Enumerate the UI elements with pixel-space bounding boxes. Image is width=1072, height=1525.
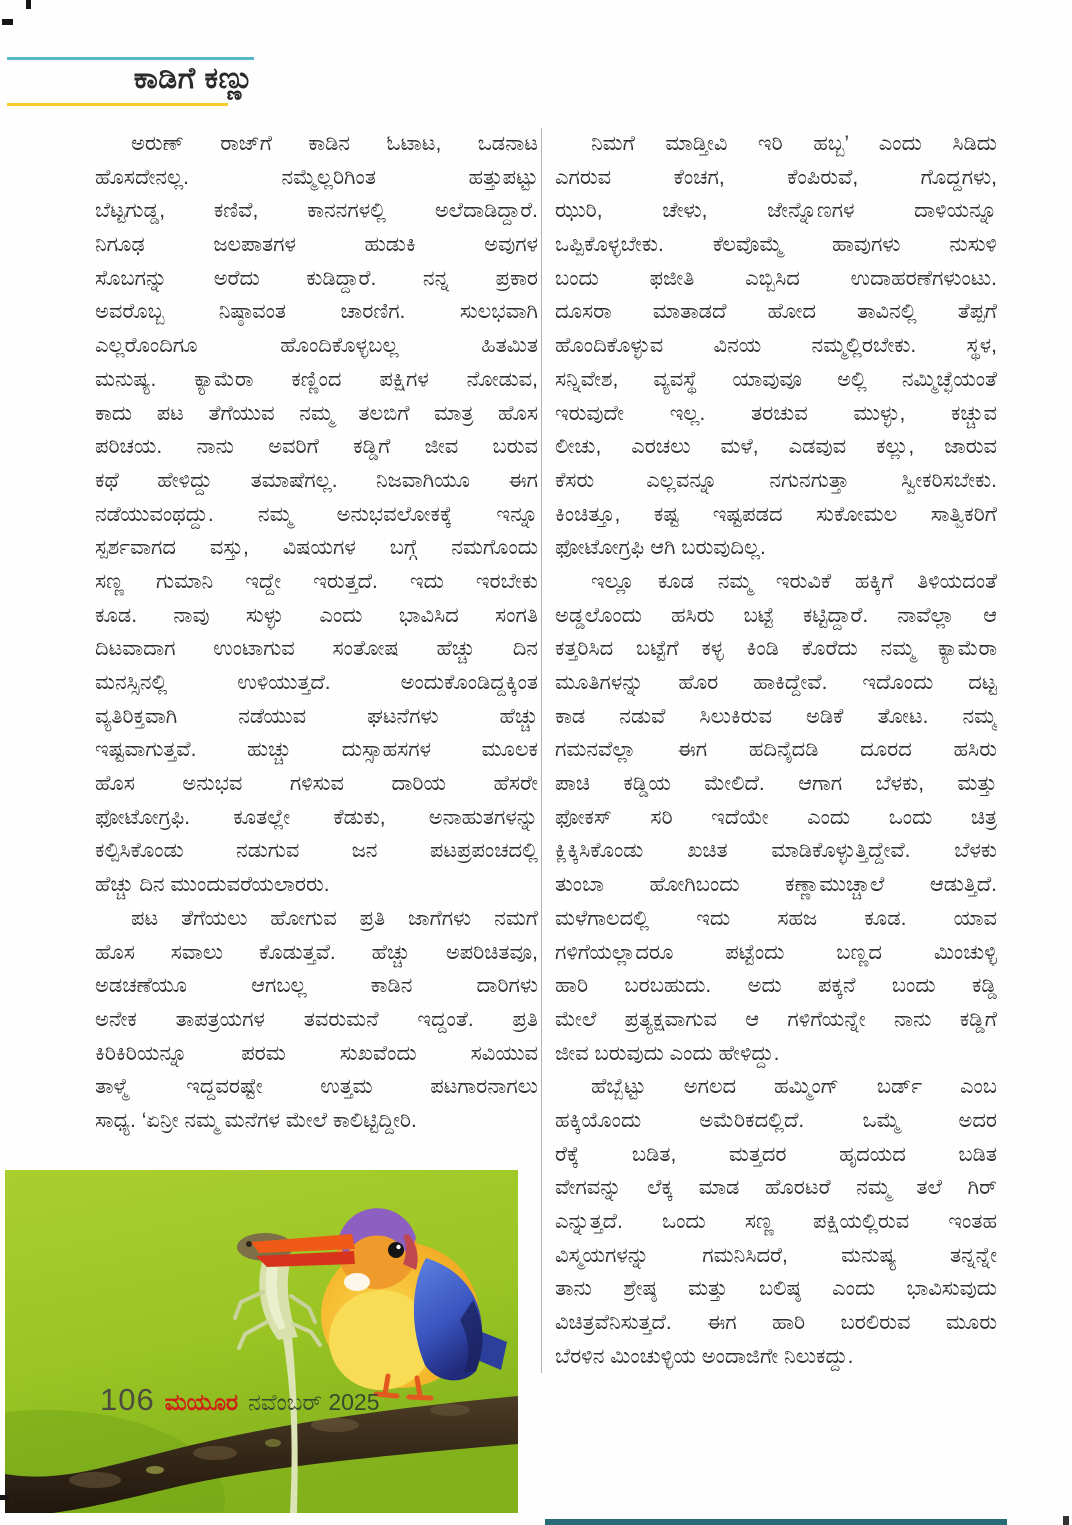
text-line: ಕೆಸರು ಎಲ್ಲವನ್ನೂ ನಗುನಗುತ್ತಾ ಸ್ವೀಕರಿಸಬೇಕು. [555, 468, 997, 492]
text-line: ಸೊಬಗನ್ನು ಅರೆದು ಕುಡಿದ್ದಾರೆ. ನನ್ನ ಪ್ರಕಾರ [95, 266, 538, 290]
text-line: ಹೊಸದೇನಲ್ಲ. ನಮ್ಮೆಲ್ಲರಿಗಿಂತ ಹತ್ತುಪಟ್ಟು [95, 165, 538, 189]
text-line: ಸಣ್ಣ ಗುಮಾನಿ ಇದ್ದೇ ಇರುತ್ತದೆ. ಇದು ಇರಬೇಕು [95, 569, 538, 593]
text-line: ಅನೇಕ ತಾಪತ್ರಯಗಳ ತವರುಮನೆ ಇದ್ದಂತೆ. ಪ್ರತಿ [95, 1007, 538, 1031]
text-line: ಸನ್ನಿವೇಶ, ವ್ಯವಸ್ಥೆ ಯಾವುವೂ ಅಲ್ಲಿ ನಮ್ಮಿಚ್ಛೆಯಂತೆ [555, 367, 997, 391]
text-line: ಕಾಡ ನಡುವೆ ಸಿಲುಕಿರುವ ಅಡಿಕೆ ತೋಟ. ನಮ್ಮ [555, 704, 997, 728]
text-line: ಪಾಚಿ ಕಡ್ಡಿಯ ಮೇಲಿದೆ. ಆಗಾಗ ಬೆಳಕು, ಮತ್ತು [555, 772, 997, 796]
text-line: ಗಮನವೆಲ್ಲಾ ಈಗ ಹದಿನೈದಡಿ ದೂರದ ಹಸಿರು [555, 738, 997, 762]
text-line: ತಾಳ್ಮೆ ಇದ್ದವರಷ್ಟೇ ಉತ್ತಮ ಪಟಗಾರನಾಗಲು [95, 1075, 538, 1099]
text-line: ಎನ್ನುತ್ತದೆ. ಒಂದು ಸಣ್ಣ ಪಕ್ಷಿಯಲ್ಲಿರುವ ಇಂತಹ [555, 1210, 997, 1233]
text-line: ಇಷ್ಟವಾಗುತ್ತವೆ. ಹುಚ್ಚು ದುಸ್ಸಾಹಸಗಳ ಮೂಲಕ [95, 738, 538, 762]
text-line: ಸ್ಪರ್ಶವಾಗದ ವಸ್ತು, ವಿಷಯಗಳ ಬಗ್ಗೆ ನಮಗೊಂದು [95, 536, 538, 560]
text-line: ರೆಕ್ಕೆ ಬಡಿತ, ಮತ್ತದರ ಹೃದಯದ ಬಡಿತ [555, 1142, 997, 1166]
text-line: ಕಲ್ಪಿಸಿಕೊಂಡು ನಡುಗುವ ಜನ ಪಟಪ್ರಪಂಚದಲ್ಲಿ [95, 839, 538, 863]
text-line: ನಡೆಯುವಂಥದ್ದು. ನಮ್ಮ ಅನುಭವಲೋಕಕ್ಕೆ ಇನ್ನೂ [95, 502, 538, 526]
text-line: ಹೆಬ್ಬೆಟ್ಟು ಅಗಲದ ಹಮ್ಮಿಂಗ್ ಬರ್ಡ್ ಎಂಬ [591, 1075, 997, 1099]
text-line: ನಿಗೂಢ ಜಲಪಾತಗಳ ಹುಡುಕಿ ಅವುಗಳ [95, 233, 538, 257]
text-line: ಇಲ್ಲೂ ಕೂಡ ನಮ್ಮ ಇರುವಿಕೆ ಹಕ್ಕಿಗೆ ತಿಳಿಯದಂತೆ [591, 569, 997, 593]
page-title: ಕಾಡಿಗೆ ಕಣ್ಣು [133, 62, 254, 95]
kingfisher-photo-illustration [5, 1170, 518, 1513]
print-mark [0, 1495, 9, 1500]
text-line: ಸಾಧ್ಯ. ‘ಏನ್ರೀ ನಮ್ಮ ಮನೆಗಳ ಮೇಲೆ ಕಾಲಿಟ್ಟಿದ್ದೀರಿ. [95, 1108, 417, 1132]
text-line: ಎಲ್ಲರೊಂದಿಗೂ ಹೊಂದಿಕೊಳ್ಳಬಲ್ಲ ಹಿತಮಿತ [95, 334, 538, 358]
text-line: ಫೋಟೋಗ್ರಫಿ ಆಗಿ ಬರುವುದಿಲ್ಲ. [555, 536, 766, 560]
text-line: ಹಾರಿ ಬರಬಹುದು. ಅದು ಪಕ್ಕನೆ ಬಂದು ಕಡ್ಡಿ [555, 974, 997, 998]
column-divider [541, 128, 542, 1373]
text-line: ಒಪ್ಪಿಕೊಳ್ಳಬೇಕು. ಕೆಲವೊಮ್ಮೆ ಹಾವುಗಳು ನುಸುಳಿ [555, 233, 997, 257]
text-line: ಹೊಸ ಸವಾಲು ಕೊಡುತ್ತವೆ. ಹೆಚ್ಚು ಅಪರಿಚಿತವೂ, [95, 940, 538, 964]
text-line: ಗಳಿಗೆಯಲ್ಲಾದರೂ ಪಟ್ಟೆಂದು ಬಣ್ಣದ ಮಿಂಚುಳ್ಳಿ [555, 940, 997, 964]
issue-date: ನವೆಂಬರ್ 2025 [248, 1389, 380, 1415]
text-line: ಹೆಚ್ಚು ದಿನ ಮುಂದುವರೆಯಲಾರರು. [95, 873, 330, 897]
text-line: ವಿಸ್ಮಯಗಳನ್ನು ಗಮನಿಸಿದರೆ, ಮನುಷ್ಯ ತನ್ನನ್ನೇ [555, 1243, 997, 1267]
text-line: ಲೀಚು, ಎರಚಲು ಮಳೆ, ಎಡವುವ ಕಲ್ಲು, ಜಾರುವ [555, 435, 997, 459]
text-line: ತಾನು ಶ್ರೇಷ್ಠ ಮತ್ತು ಬಲಿಷ್ಠ ಎಂದು ಭಾವಿಸುವುದು [555, 1277, 997, 1301]
text-line: ಮಳೆಗಾಲದಲ್ಲಿ ಇದು ಸಹಜ ಕೂಡ. ಯಾವ [555, 906, 997, 930]
text-line: ಫೋಕಸ್ ಸರಿ ಇದೆಯೇ ಎಂದು ಒಂದು ಚಿತ್ರ [555, 805, 997, 829]
text-line: ಇರುವುದೇ ಇಲ್ಲ. ತರಚುವ ಮುಳ್ಳು, ಕಚ್ಚುವ [555, 401, 997, 425]
text-line: ಬೆರಳಿನ ಮಿಂಚುಳ್ಳಿಯ ಅಂದಾಜಿಗೇ ನಿಲುಕದ್ದು. [555, 1344, 854, 1368]
text-line: ದಿಟವಾದಾಗ ಉಂಟಾಗುವ ಸಂತೋಷ ಹೆಚ್ಚು ದಿನ [95, 637, 538, 661]
text-line: ಅಡ್ಡಲೊಂದು ಹಸಿರು ಬಟ್ಟೆ ಕಟ್ಟಿದ್ದಾರೆ. ನಾವೆಲ್ಲಾ ಆ [555, 603, 997, 627]
text-line: ಹೊಸ ಅನುಭವ ಗಳಿಸುವ ದಾರಿಯ ಹೆಸರೇ [95, 772, 538, 796]
header-bottom-rule [7, 103, 228, 106]
text-line: ಝುರಿ, ಚೇಳು, ಜೇನ್ನೊಣಗಳ ದಾಳಿಯನ್ನೂ [555, 199, 997, 223]
text-line: ಅಡಚಣೆಯೂ ಆಗಬಲ್ಲ ಕಾಡಿನ ದಾರಿಗಳು [95, 974, 538, 998]
page-number: 106 [100, 1382, 155, 1417]
text-line: ಅವರೊಬ್ಬ ನಿಷ್ಠಾವಂತ ಚಾರಣಿಗ. ಸುಲಭವಾಗಿ [95, 300, 538, 324]
text-line: ಕಥೆ ಹೇಳಿದ್ದು ತಮಾಷೆಗಲ್ಲ. ನಿಜವಾಗಿಯೂ ಈಗ [95, 468, 538, 492]
text-line: ವಿಚಿತ್ರವೆನಿಸುತ್ತದೆ. ಈಗ ಹಾರಿ ಬರಲಿರುವ ಮೂರು [555, 1311, 997, 1335]
print-mark [26, 0, 31, 9]
text-line: ಪರಿಚಯ. ನಾನು ಅವರಿಗೆ ಕಡ್ಡಿಗೆ ಜೀವ ಬರುವ [95, 435, 538, 459]
text-line: ಬೆಟ್ಟಗುಡ್ಡ, ಕಣಿವೆ, ಕಾನನಗಳಲ್ಲಿ ಅಲೆದಾಡಿದ್ದಾರೆ. [95, 199, 538, 223]
text-line: ವೇಗವನ್ನು ಲೆಕ್ಕ ಮಾಡ ಹೊರಟರೆ ನಮ್ಮ ತಲೆ ಗಿರ್ [555, 1176, 997, 1200]
text-line: ಎಗರುವ ಕೆಂಚಗ, ಕೆಂಪಿರುವೆ, ಗೊದ್ದಗಳು, [555, 165, 997, 189]
text-line: ಮೇಲೆ ಪ್ರತ್ಯಕ್ಷವಾಗುವ ಆ ಗಳಿಗೆಯನ್ನೇ ನಾನು ಕಡ್ಡಿಗೆ [555, 1007, 997, 1031]
header-top-rule [7, 57, 254, 60]
text-line: ವ್ಯತಿರಿಕ್ತವಾಗಿ ನಡೆಯುವ ಘಟನೆಗಳು ಹೆಚ್ಚು [95, 704, 538, 728]
text-line: ಕಾದು ಪಟ ತೆಗೆಯುವ ನಮ್ಮ ತಲಬಿಗೆ ಮಾತ್ರ ಹೊಸ [95, 401, 538, 425]
text-line: ಕೂಡ. ನಾವು ಸುಳ್ಳು ಎಂದು ಭಾವಿಸಿದ ಸಂಗತಿ [95, 603, 538, 627]
text-line: ಮೂತಿಗಳನ್ನು ಹೊರ ಹಾಕಿದ್ದೇವೆ. ಇದೊಂದು ದಟ್ಟ [555, 671, 997, 694]
text-line: ಹಕ್ಕಿಯೊಂದು ಅಮೆರಿಕದಲ್ಲಿದೆ. ಒಮ್ಮೆ ಅದರ [555, 1108, 997, 1132]
page-footer [100, 1382, 380, 1418]
magazine-name: ಮಯೂರ [164, 1389, 239, 1415]
article-column-right [555, 127, 997, 1387]
text-line: ಮನಸ್ಸಿನಲ್ಲಿ ಉಳಿಯುತ್ತದೆ. ಅಂದುಕೊಂಡಿದ್ದಕ್ಕಿಂತ [95, 671, 538, 694]
text-line: ಪಟ ತೆಗೆಯಲು ಹೋಗುವ ಪ್ರತಿ ಜಾಗೆಗಳು ನಮಗೆ [131, 906, 538, 930]
text-line: ಕತ್ತರಿಸಿದ ಬಟ್ಟೆಗೆ ಕಳ್ಳ ಕಿಂಡಿ ಕೊರೆದು ನಮ್ಮ ಕ್ಯಾಮೆರಾ [555, 637, 997, 661]
text-line: ಮನುಷ್ಯ. ಕ್ಯಾಮೆರಾ ಕಣ್ಣಿಂದ ಪಕ್ಷಿಗಳ ನೋಡುವ, [95, 367, 538, 391]
print-mark [1063, 1516, 1069, 1525]
text-line: ದೂಸರಾ ಮಾತಾಡದೆ ಹೋದ ತಾವಿನಲ್ಲಿ ತೆಪ್ಪಗೆ [555, 300, 997, 324]
text-line: ಕಿರಿಕಿರಿಯನ್ನೂ ಪರಮ ಸುಖವೆಂದು ಸವಿಯುವ [95, 1041, 538, 1065]
text-line: ಫೋಟೋಗ್ರಫಿ. ಕೂತಲ್ಲೇ ಕೆಡುಕು, ಅನಾಹುತಗಳನ್ನು [95, 805, 538, 829]
text-line: ಅರುಣ್ ರಾಜ್‌ಗೆ ಕಾಡಿನ ಓಟಾಟ, ಒಡನಾಟ [131, 132, 538, 155]
text-line: ಕ್ಲಿಕ್ಕಿಸಿಕೊಂಡು ಖಚಿತ ಮಾಡಿಕೊಳ್ಳುತ್ತಿದ್ದೇವೆ. ಬೆಳಕು [555, 839, 997, 863]
text-line: ನಿಮಗೆ ಮಾಡ್ತೀವಿ ಇರಿ ಹಬ್ಬ’ ಎಂದು ಸಿಡಿದು [591, 132, 997, 155]
bottom-page-strip [545, 1519, 1007, 1525]
text-line: ಜೀವ ಬರುವುದು ಎಂದು ಹೇಳಿದ್ದು. [555, 1041, 780, 1065]
print-mark [2, 19, 13, 25]
text-line: ಹೊಂದಿಕೊಳ್ಳುವ ವಿನಯ ನಮ್ಮಲ್ಲಿರಬೇಕು. ಸ್ಥಳ, [555, 334, 997, 358]
text-line: ತುಂಬಾ ಹೋಗಿಬಂದು ಕಣ್ಣಾಮುಚ್ಚಾಲೆ ಆಡುತ್ತಿದೆ. [555, 873, 997, 897]
kingfisher-photo [5, 1170, 518, 1513]
article-column-left [95, 127, 538, 1157]
text-line: ಕಿಂಚಿತ್ತೂ, ಕಷ್ಟ ಇಷ್ಟಪಡದ ಸುಕೋಮಲ ಸಾತ್ವಿಕರಿಗೆ [555, 502, 997, 526]
text-line: ಬಂದು ಫಜೀತಿ ಎಬ್ಬಿಸಿದ ಉದಾಹರಣೆಗಳುಂಟು. [555, 266, 997, 290]
